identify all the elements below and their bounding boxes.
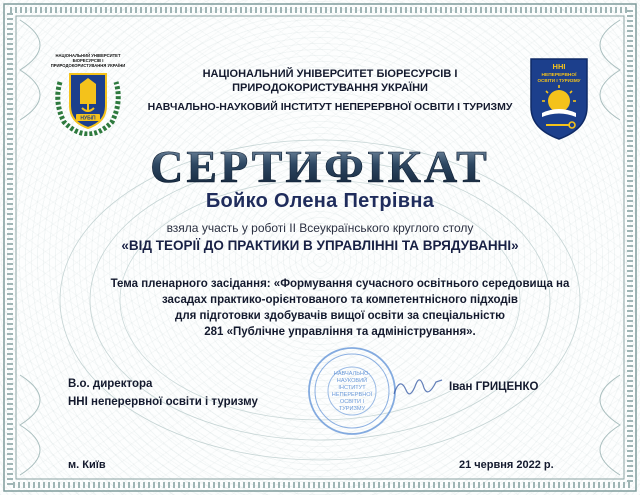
theme-line: засадах практико-орієнтованого та компетентнісного підходів xyxy=(161,294,518,306)
shield-line-3: ОСВІТИ І ТУРИЗМУ xyxy=(537,78,581,83)
shield-line-2: НЕПЕРЕРВНОЇ xyxy=(541,73,577,78)
recipient-name: Бойко Олена Петрівна xyxy=(205,190,435,212)
handwritten-signature xyxy=(390,372,446,407)
emblem-caption-1: НАЦІОНАЛЬНИЙ УНІВЕРСИТЕТ xyxy=(55,53,121,58)
stamp-line: ТУРИЗМУ xyxy=(338,406,366,412)
stamp-line: ОСВІТИ І xyxy=(339,399,365,405)
theme-line: 281 «Публічне управління та адміністрування». xyxy=(204,326,476,338)
emblem-caption-3: ПРИРОДОКОРИСТУВАННЯ УКРАЇНИ xyxy=(50,63,126,68)
theme-line: для підготовки здобувачів вищої освіти за спеціальністю xyxy=(175,310,505,322)
university-name-line-1: НАЦІОНАЛЬНИЙ УНІВЕРСИТЕТ БІОРЕСУРСІВ І xyxy=(202,68,458,80)
shield-title: ННІ xyxy=(552,62,566,71)
stamp-line: НАУКОВИЙ xyxy=(336,378,368,384)
stamp-line: НАВЧАЛЬНО- xyxy=(333,371,371,377)
signer-position-line-2: ННІ неперервної освіти і туризму xyxy=(68,396,258,408)
university-emblem xyxy=(50,52,126,141)
official-stamp xyxy=(306,345,398,442)
university-name-line-2: ПРИРОДОКОРИСТУВАННЯ УКРАЇНИ xyxy=(232,82,428,94)
emblem-ribbon-text: НУБіП xyxy=(80,115,96,122)
certificate-title-text: СЕРТИФІКАТ xyxy=(150,141,490,188)
emblem-caption-2: БІОРЕСУРСІВ І xyxy=(72,58,104,63)
plenary-theme xyxy=(80,276,600,340)
stamp-line: ІНСТИТУТ xyxy=(338,385,366,391)
city: м. Київ xyxy=(68,459,106,471)
theme-line: Тема пленарного засідання: «Формування сучасного освітнього середовища на xyxy=(110,278,570,290)
participation-text: взяла участь у роботі ІІ Всеукраїнського круглого столу xyxy=(166,221,474,235)
issue-date: 21 червня 2022 р. xyxy=(459,459,554,471)
stamp-line: НЕПЕРЕРВНОЇ xyxy=(331,392,373,398)
signer-position-line-1: В.о. директора xyxy=(68,378,153,390)
certificate-title xyxy=(110,140,530,188)
institute-name: НАВЧАЛЬНО-НАУКОВИЙ ІНСТИТУТ НЕПЕРЕРВНОЇ ОСВІТИ І ТУРИЗМУ xyxy=(147,101,513,113)
event-title: «ВІД ТЕОРІЇ ДО ПРАКТИКИ В УПРАВЛІННІ ТА ВРЯДУВАННІ» xyxy=(121,238,519,253)
signer-name: Іван ГРИЦЕНКО xyxy=(449,381,539,393)
